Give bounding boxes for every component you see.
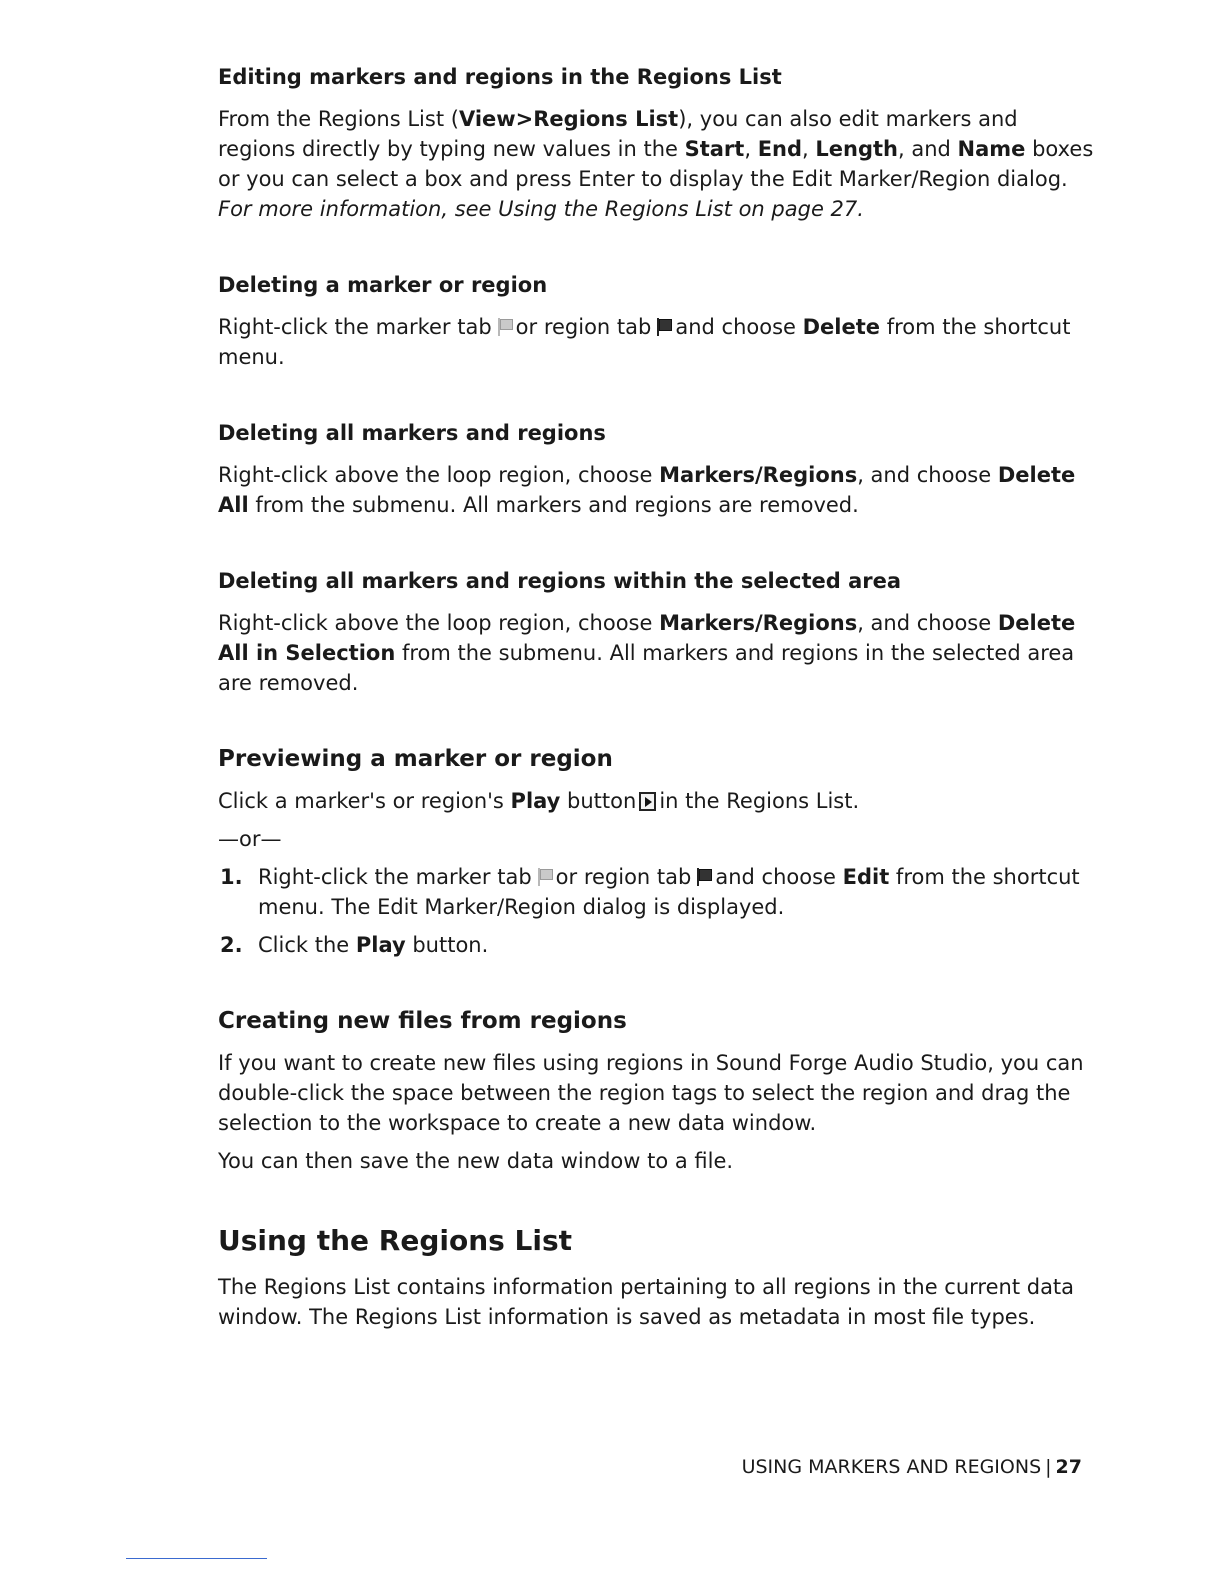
footer-title: USING MARKERS AND REGIONS [741,1456,1042,1478]
heading-deleting-marker: Deleting a marker or region [218,273,548,297]
text: or region tab [555,865,692,889]
paragraph-deleting-selection [218,608,1098,698]
text: from the submenu. All markers and regions are removed. [248,493,859,517]
heading-deleting-all: Deleting all markers and regions [218,421,606,445]
step-number: 1. [220,865,243,889]
page-content [218,64,1098,1380]
text: , and [897,137,958,161]
text: from the shortcut menu. The Edit Marker/Region dialog is displayed. [258,865,1080,919]
steps-list [218,862,1098,960]
region-tab-icon [694,867,712,887]
text: From the Regions List ( [218,107,459,131]
field-end: End [757,137,803,161]
paragraph-deleting-marker [218,312,1098,372]
text: and choose [715,865,843,889]
section-deleting-all [218,420,1098,520]
text: and choose [675,315,803,339]
menu-path: View>Regions List [458,107,679,131]
text: , [802,137,816,161]
paragraph-editing-markers [218,104,1098,224]
text: Click a marker's or region's [218,789,511,813]
footer-separator: | [1045,1456,1052,1478]
section-deleting-selection [218,568,1098,698]
section-deleting-marker [218,272,1098,372]
section-using-regions-list [218,1224,1098,1332]
text: Right-click the marker tab [258,865,532,889]
text: button [560,789,637,813]
text: , and choose [857,611,998,635]
command-edit: Edit [842,865,890,889]
text: from the submenu. All markers and regions in the selected area are removed. [218,641,1075,695]
play-label: Play [510,789,561,813]
marker-tab-icon [495,317,513,337]
text: ), you can also edit markers and regions directly by typing new values in the [218,107,1018,161]
heading-previewing: Previewing a marker or region [218,746,613,772]
menu-markers-regions: Markers/Regions [659,463,858,487]
paragraph-previewing [218,786,1098,816]
text: or region tab [515,315,652,339]
section-previewing [218,746,1098,960]
heading-using-regions-list: Using the Regions List [218,1224,573,1257]
text: in the Regions List. [659,789,860,813]
field-start: Start [684,137,745,161]
command-delete: Delete [802,315,881,339]
field-length: Length [815,137,898,161]
menu-markers-regions: Markers/Regions [659,611,858,635]
field-name: Name [957,137,1026,161]
paragraph-deleting-all [218,460,1098,520]
text: , and choose [857,463,998,487]
text: Right-click the marker tab [218,315,492,339]
command-delete-all: Delete All [218,463,1076,517]
list-item [218,930,1098,960]
text: boxes or you can select a box and press Enter to display the Edit Marker/Region dialog. [218,137,1094,191]
section-editing-markers [218,64,1098,224]
region-tab-icon [654,317,672,337]
text: Right-click above the loop region, choose [218,463,660,487]
text: Click the [258,933,356,957]
command-delete-all-in-selection: Delete All in Selection [218,611,1076,665]
cross-reference: For more information, see Using the Regions List on page 27. [218,197,864,221]
text: Right-click above the loop region, choose [218,611,660,635]
text: from the shortcut menu. [218,315,1071,369]
play-button-icon [639,792,656,811]
text: button. [405,933,489,957]
play-label: Play [355,933,406,957]
step-number: 2. [220,933,243,957]
page-footer [742,1456,1082,1478]
page-number: 27 [1055,1456,1082,1478]
marker-tab-icon [535,867,553,887]
paragraph-creating-files-2: You can then save the new data window to a file. [218,1149,734,1173]
heading-creating-files: Creating new files from regions [218,1008,627,1034]
heading-editing-markers: Editing markers and regions in the Regions List [218,65,782,89]
or-separator: —or— [218,827,282,851]
paragraph-creating-files-1: If you want to create new files using regions in Sound Forge Audio Studio, you can double-click the space between the region tags to select the region and drag the selection to the workspace to create a new data window. [218,1051,1084,1135]
heading-deleting-selection: Deleting all markers and regions within the selected area [218,569,902,593]
text: , [744,137,758,161]
section-creating-files [218,1008,1098,1176]
footer-rule [126,1558,267,1559]
paragraph-using-regions-list: The Regions List contains information pertaining to all regions in the current data window. The Regions List information is saved as metadata in most file types. [218,1275,1075,1329]
list-item [218,862,1098,922]
